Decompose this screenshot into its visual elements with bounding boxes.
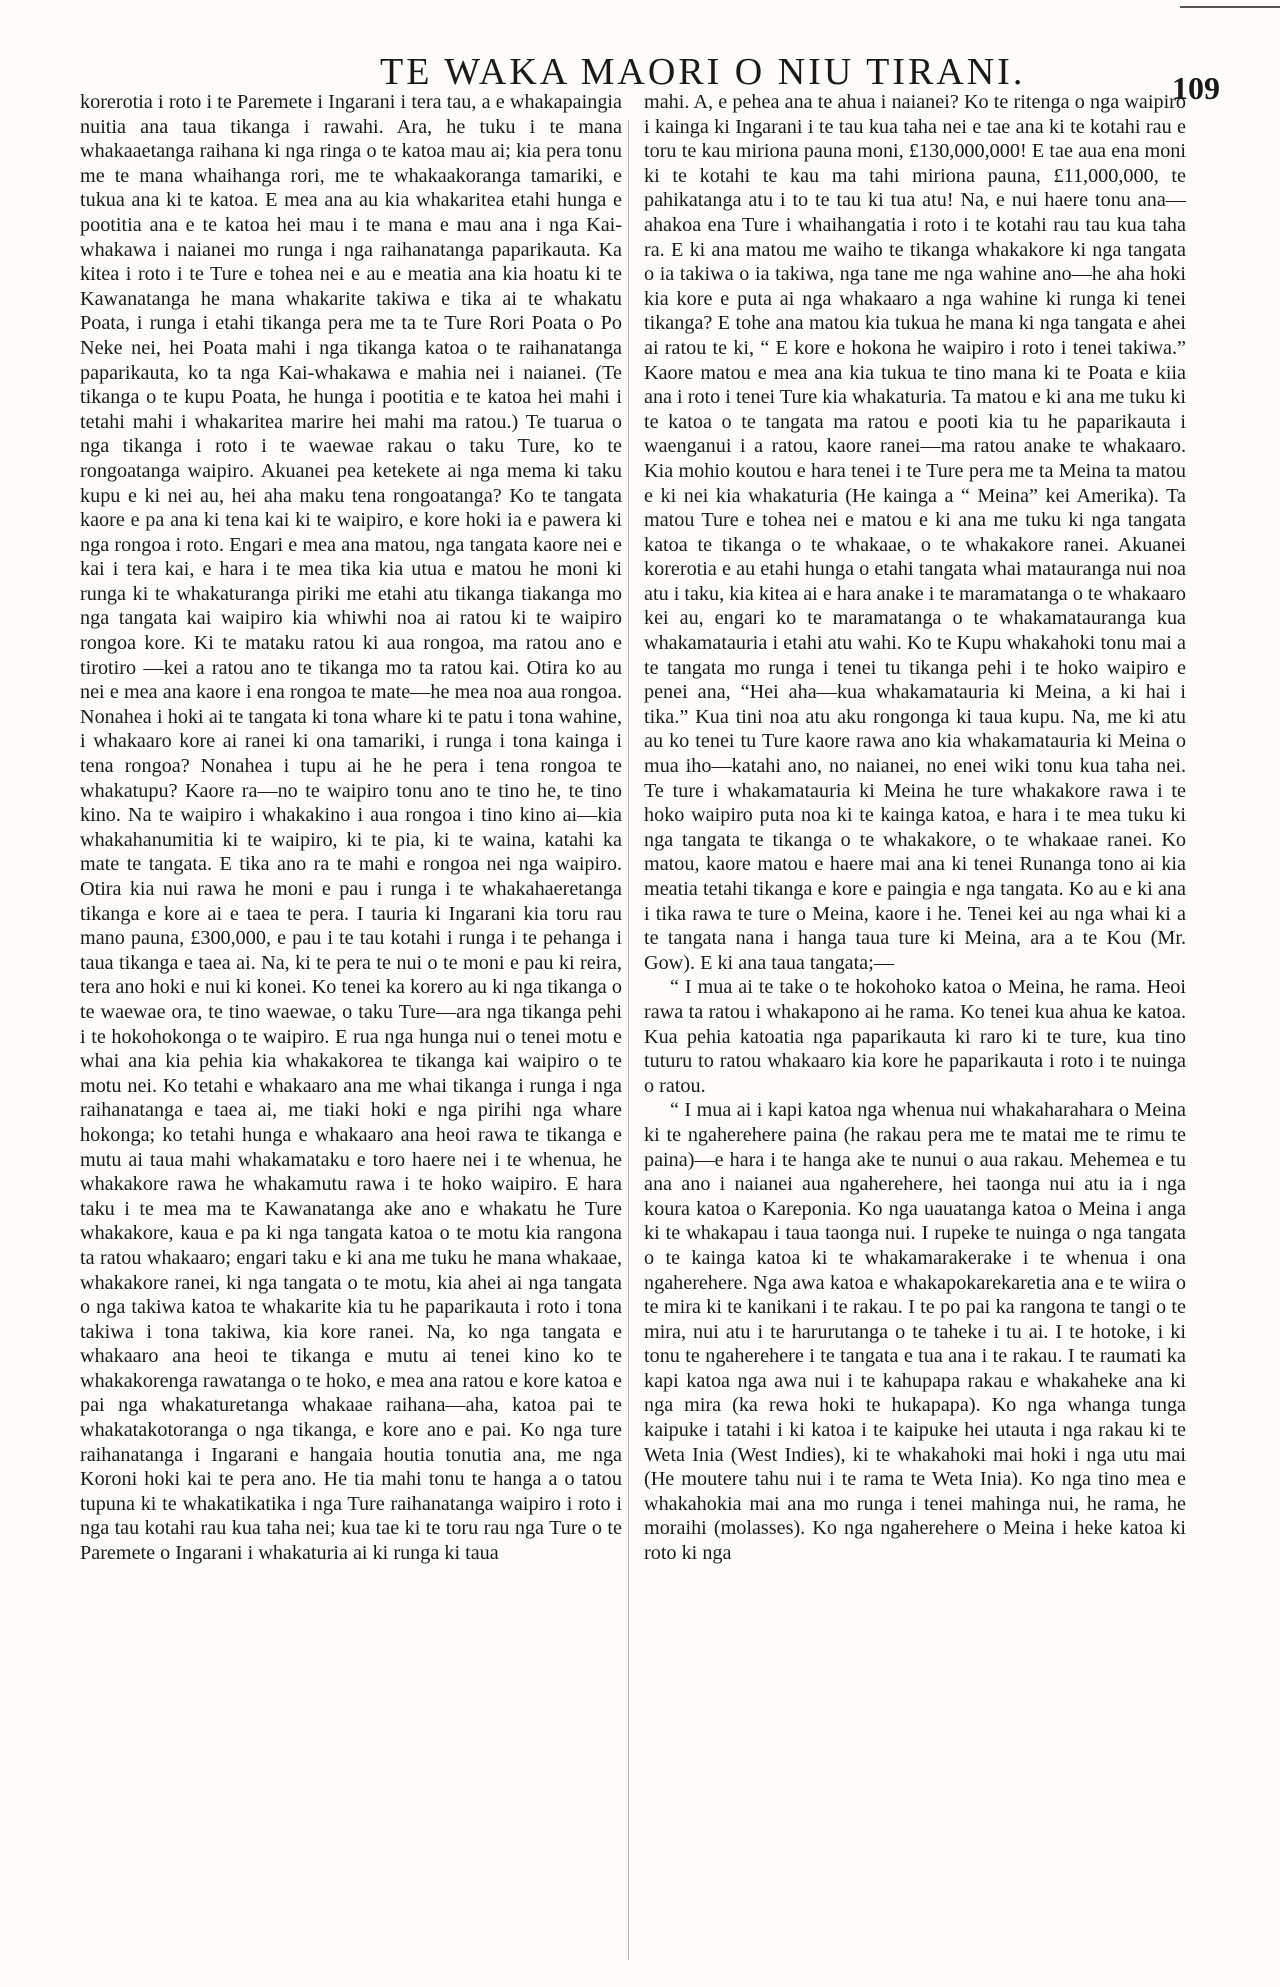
- running-title: TE WAKA MAORI O NIU TIRANI.: [380, 51, 1026, 93]
- page-number: 109: [1172, 70, 1220, 106]
- column-divider: [628, 120, 629, 1960]
- left-paragraph: korerotia i roto i te Paremete i Ingarani i tera tau, a e whakapaingia nuitia ana taua tikanga i rawahi. Ara, he tuku i te mana whakaaetanga raihana ki nga ringa o te katoa mau ai; kia pera tonu me te mana whaihanga rori, me te whakaakoranga tamariki, e tukua ana ki te katoa. E mea ana au kia whakaritea etahi hunga e pootitia ana e te katoa hei mau i te mana e mau ana i nga Kai-whakawa i naianei mo runga i nga raihanatanga paparikauta. Ka kitea i roto i te Ture e tohea nei e au e meatia ana kia hoatu ki te Kawanatanga he mana whakarite takiwa e tika ai te whakatu Poata, i runga i etahi tikanga pera me ta te Ture Rori Poata o Po Neke nei, hei Poata mahi i nga tikanga katoa o te raihanatanga paparikauta, ko ta nga Kai-whakawa e mahia nei i naianei. (Te tikanga o te kupu Poata, he hunga i pootitia e te katoa hei mahi i tetahi mahi i whakaritea marire hei mahi ma ratou.) Te tuarua o nga tikanga i roto i te waewae rakau o taku Ture, ko te rongoatanga waipiro. Akuanei pea ketekete ai nga mema ki taku kupu e ki nei au, hei aha maku tena rongoatanga? Ko te tangata kaore e pa ana ki tena kai ki te waipiro, e kore hoki ia e pawera ki nga rongoa i roto. Engari e mea ana matou, nga tangata kaore nei e kai i tera kai, e hara i te mea tika kia utua e matou he moni ki runga ki te whakaturanga piriki me etahi atu tikanga tiakanga mo nga tangata kai waipiro kia whiwhi noa ai ratou ki te waipiro rongoa kore. Ki te mataku ratou ki aua rongoa, ma ratou ano e tirotiro —kei a ratou ano te tikanga mo ta ratou kai. Otira ko au nei e mea ana kaore i ena rongoa te mate—he mea noa aua rongoa. Nonahea i hoki ai te tangata ki tona whare ki te patu i tona wahine, i whakaaro kore ai ranei ki ona tamariki, i runga i tona kainga i tena rongoa? Nonahea i tupu ai he he pera i tena rongoa te whakatupu? Kaore ra—no te waipiro tonu ano te tino he, te tino kino. Na te waipiro i whakakino i aua rongoa i tino kino ai—kia whakahanumitia ki te waipiro, ki te pia, ki te waina, katahi ka mate te tangata. E tika ano ra te mahi e rongoa nei nga waipiro. Otira kia nui rawa he moni e pau i runga i te whakahaeretanga tikanga e kore ai e taea te pera. I tauria ki Ingarani kia toru rau mano pauna, £300,000, e pau i te tau kotahi i runga i te pehanga i taua tikanga e taea ai. Na, ki te pera te nui o te moni e pau ki reira, tera ano hoki e nui ki konei. Ko tenei ka korero au ki nga tikanga o te waewae ora, te tino waewae, o taku Ture—ara nga tikanga pehi i te hokohokonga o te waipiro. E rua nga hunga nui o tenei motu e whai ana kia pehia kia whakakorea te tikanga kai waipiro o te motu nei. Ko tetahi e whakaaro ana me whai tikanga i runga i nga raihanatanga e taea ai, me tiaki hoki e nga pirihi nga whare hokonga; ko tetahi hunga e whakaaro ana heoi rawa te tikanga e mutu ai taua mahi whakamataku e toro haere nei i te whenua, he whakakore rawa he whakamutu rawa i te hoko waipiro. E hara taku i te mea ma te Kawanatanga ake ano e whakatu he Ture whakakore, kaua e pa ki nga tangata katoa o te motu kia rangona ta ratou whakaaro; engari taku e ki ana me tuku he mana whakaae, whakakore ranei, ki nga tangata o te motu, kia ahei ai nga tangata o nga takiwa katoa te whakarite kia tu he paparikauta i roto i tona takiwa i tona takiwa, kia kore ranei. Na, ko nga tangata e whakaaro ana heoi te tikanga e mutu ai tenei kino ko te whakakorenga rawatanga o te hoko, e mea ana ratou e kore katoa e pai nga whakaturetanga whakaae raihana—aha, katoa pai te whakatakotoranga o nga tikanga, e kore ano e pai. Ko nga ture raihanatanga i Ingarani e hangaia houtia tonutia ana, me nga Koroni hoki kai te pera ano. He tia mahi tonu te hanga a o tatou tupuna ki te whakatikatika i nga Ture raihanatanga waipiro i roto i nga tau kotahi rau kua taha nei; kua tae ki te toru rau nga Ture o te Paremete o Ingarani i whakaturia ai ki runga ki taua: [80, 91, 622, 1565]
- right-paragraph: mahi. A, e pehea ana te ahua i naianei? Ko te ritenga o nga waipiro i kainga ki Ingarani i te tau kua taha nei e tae ana ki te kotahi rau e toru te kau miriona pauna moni, £130,000,000! E tae aua ena moni ki te kotahi te kau ma tahi miriona pauna, £11,000,000, te pahikatanga atu i to te tau ki tua atu! Na, e nui haere tonu ana—ahakoa ena Ture i whaihangatia i roto i te kotahi rau tau kua taha ra. E ki ana matou me waiho te tikanga whakakore ki nga tangata o ia takiwa o ia takiwa, nga tane me nga wahine ano—he aha hoki kia kore e puta ai nga whakaaro a nga wahine ki runga ki tenei tikanga? E tohe ana matou kia tukua he mana ki nga tangata e ahei ai ratou te ki, “ E kore e hokona he waipiro i roto i tenei takiwa.” Kaore matou e mea ana kia tukua te tino mana ki te Poata e kiia ana i roto i tenei Ture kia whakaturia. Ta matou e ki ana me tuku ki te katoa o te tangata ma ratou e pooti kia tu he paparikauta i waenganui i a ratou, kaore ranei—ma ratou anake te whakaaro. Kia mohio koutou e hara tenei i te Ture pera me ta Meina ta matou e ki nei kia whakaturia (He kainga a “ Meina” kei Amerika). Ta matou Ture e tohea nei e matou e ki ana me tuku ki nga tangata katoa te tikanga o te whakaae, o te whakakore ranei. Akuanei korerotia e au etahi hunga o etahi tangata whai matauranga nui noa atu i taku, kia kitea ai e hara anake i te maramatanga o te whakaaro kei au, engari ko te maramatanga o te whakamatauranga kua whakamatauria i etahi atu wahi. Ko te Kupu whakahoki tonu mai a te tangata mo runga i tenei tu tikanga pehi i te hoko waipiro e penei ana, “Hei aha—kua whakamatauria ki Meina, a ki hai i tika.” Kua tini noa atu aku rongonga ki taua kupu. Na, me ki atu au ko tenei tu Ture kaore rawa ano kia whakamatauria ki Meina o mua iho—katahi ano, no naianei, no enei wiki tonu kua taha nei. Te ture i whakamatauria ki Meina he ture whakakore rawa i te hoko waipiro puta noa ki te kainga katoa, e hara i te mea tuku ki nga tangata te tikanga o te whakakore, o te whakaae ranei. Ko matou, kaore matou e haere mai ana ki tenei Runanga tono ai kia meatia tetahi tikanga e kore e paingia e nga tangata. Ko au e ki ana i tika rawa te ture o Meina, kaore i he. Tenei kei au nga whai ki a te tangata nana i hanga taua ture ki Meina, ara a te Kou (Mr. Gow). E ki ana taua tangata;—: [644, 91, 1187, 974]
- right-column: [644, 90, 1186, 1566]
- right-paragraph: “ I mua ai te take o te hokohoko katoa o Meina, he rama. Heoi rawa ta ratou i whakapono ai he rama. Ko tenei kua ahua ke katoa. Kua pehia katoatia nga paparikauta ki raro ki te ture, kua tino tuturu to ratou whakaaro kia kore he paparikauta i roto i te nuinga o ratou.: [644, 976, 1186, 1097]
- right-paragraph: “ I mua ai i kapi katoa nga whenua nui whakaharahara o Meina ki te ngaherehere paina (he rakau pera me te matai me te rimu te paina)—e hara i te hanga ake te nunui o aua rakau. Mehemea e tu ana ano i naianei aua ngaherehere, hei taonga nui atu ia i nga koura katoa o Kareponia. Ko nga uauatanga katoa o Meina i anga ki te whakapau i taua taonga nui. I rupeke te nuinga o nga tangata o te kainga katoa ki te whakamarakerake i te whenua i ona ngaherehere. Nga awa katoa e whakapokarekaretia ana e te wiira o te mira ki te kanikani i te rakau. I te po pai ka rangona te tangi o te mira, nui atu i te harurutanga o te taheke i tu ai. I te hotoke, i ki tonu te ngaherehere i te tangata e tua ana i te rakau. I te raumati ka kapi katoa nga awa nui i te kahupapa rakau e whakaheke ana ki nga mira (ka rewa hoki te hukapapa). Ko nga whanga tunga kaipuke i tatahi i ki katoa i te kaipuke hei utauta i nga rakau ki te Weta Inia (West Indies), ki te whakahoki mai hoki i nga utu mai (He moutere tahu nui i te rama te Weta Inia). Ko nga tino mea e whakahokia mai ana mo runga i tenei mahinga nui, he rama, he moraihi (molasses). Ko nga ngaherehere o Meina i heke katoa ki roto ki nga: [644, 1099, 1186, 1565]
- top-edge-rule: [1180, 6, 1280, 8]
- left-column: [80, 90, 622, 1566]
